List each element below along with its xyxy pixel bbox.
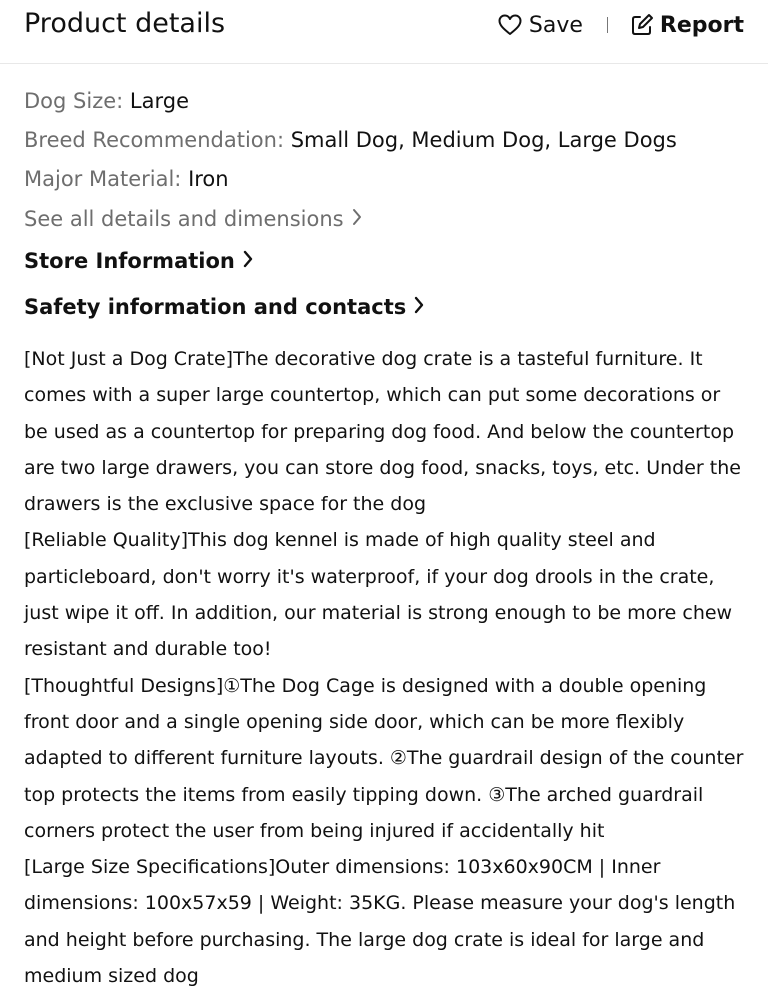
chevron-right-icon [243,249,253,273]
description-paragraph: [Large Size Specifications]Outer dimensions: 103x60x90CM | Inner dimensions: 100x57x59 | Weight: 35KG. Please measure your dog's length and height before purchasing. The large dog crate is ideal for large and medium sized dog [24,856,736,988]
header-separator [607,17,608,33]
chevron-right-icon [352,207,362,231]
see-all-details-link[interactable] [24,200,744,238]
header-actions [498,10,744,40]
store-information-label: Store Information [24,249,235,273]
save-button[interactable] [498,13,583,38]
product-specs [0,82,768,199]
description-paragraph: [Thoughtful Designs]①The Dog Cage is designed with a double opening front door and a single opening side door, which can be more flexibly adapted to different furniture layouts. ②The guardrail design of the counter top protects the items from easily tipping down. ③The arched guardrail corners protect the user from being injured if accidentally hit [24,674,744,842]
store-information-link[interactable] [24,241,744,281]
safety-information-link[interactable] [24,287,744,327]
spec-value: Small Dog, Medium Dog, Large Dogs [290,128,677,152]
see-all-details-label: See all details and dimensions [24,207,344,231]
save-label: Save [528,12,583,38]
product-details-header [0,0,768,64]
spec-row-breed-recommendation [24,121,744,160]
description-paragraph: [Not Just a Dog Crate]The decorative dog crate is a tasteful furniture. It comes with a super large countertop, which can put some decorations or be used as a countertop for preparing dog food. And below the countertop are two large drawers, you can store dog food, snacks, toys, etc. Under the drawers is the exclusive space for the dog [24,348,741,516]
description-paragraph: [Reliable Quality]This dog kennel is made of high quality steel and particleboard, don't worry it's waterproof, if your dog drools in the crate, just wipe it off. In addition, our material is strong enough to be more chew resistant and durable too! [24,529,733,661]
edit-square-icon [630,13,654,37]
page-title: Product details [24,8,226,39]
spec-value: Large [129,89,189,113]
product-description [24,341,744,994]
spec-key: Breed Recommendation: [24,128,285,152]
heart-icon [498,14,522,36]
spec-key: Major Material: [24,167,182,191]
spec-row-major-material [24,160,744,199]
report-label: Report [659,12,744,38]
spec-key: Dog Size: [24,89,124,113]
spec-row-dog-size [24,82,744,121]
safety-information-label: Safety information and contacts [24,295,407,319]
report-button[interactable] [630,13,744,38]
chevron-right-icon [414,295,424,319]
spec-value: Iron [188,167,229,191]
